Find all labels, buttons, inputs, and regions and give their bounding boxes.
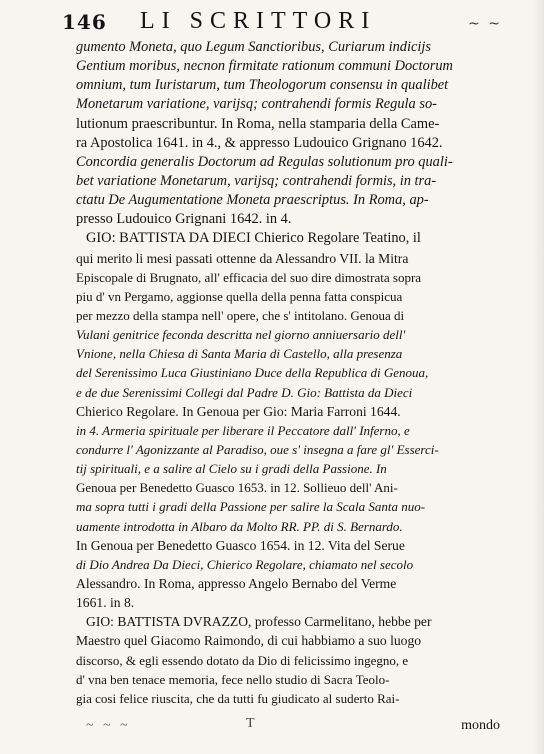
text-line: omnium, tum Iuristarum, tum Theologorum consensu in qualibet — [76, 77, 449, 94]
body-text — [76, 38, 516, 708]
text-line: Concordia generalis Doctorum ad Regulas solutionum pro quali- — [76, 153, 453, 170]
page-header — [62, 8, 502, 38]
text-line: bet variatione Monetarum, varijsq; contrahendi formis, in tra- — [76, 172, 437, 189]
text-line: Alessandro. In Roma, appresso Angelo Bernabo del Verme — [76, 575, 397, 591]
text-line: del Serenissimo Luca Giustiniano Duce della Republica di Genoua, — [76, 365, 429, 381]
text-line: piu d' vn Pergamo, aggionse quella della penna fatta conspicua — [76, 288, 403, 304]
text-line: Gentium moribus, necnon firmitate rationum communi Doctorum — [76, 58, 453, 75]
text-line: per mezzo della stampa nell' opere, che s' intitolano. Genoua di — [76, 307, 405, 323]
text-line: 1661. in 8. — [76, 595, 135, 611]
text-line: uamente introdotta in Albaro da Molto RR. PP. di S. Bernardo. — [76, 518, 403, 534]
page-edge-shadow — [532, 0, 544, 754]
text-line: Chierico Regolare. In Genoua per Gio: Maria Farroni 1644. — [76, 403, 401, 419]
text-line: condurre l' Agonizzante al Paradiso, oue s' insegna a fare gl' Esserci- — [76, 441, 439, 457]
text-line: Vnione, nella Chiesa di Santa Maria di Castello, alla presenza — [76, 346, 403, 362]
text-line: tij spirituali, e a salire al Cielo su i gradi della Passione. In — [76, 461, 387, 477]
text-line: discorso, & egli essendo dotato da Dio di felicissimo ingegno, e — [76, 652, 409, 668]
text-line: ra Apostolica 1641. in 4., & appresso Ludouico Grignano 1642. — [76, 134, 443, 151]
text-line: ctatu De Augumentatione Moneta praescriptus. In Roma, ap- — [76, 192, 429, 209]
text-line: d' vna ben tenace memoria, fece nello studio di Sacra Teolo- — [76, 671, 390, 687]
text-line: qui merito li mesi passati ottenne da Alessandro VII. la Mitra — [76, 250, 409, 266]
catch-word: mondo — [461, 718, 500, 733]
text-line: gia cosi felice riuscita, che da tutti fu giudicato al suderto Rai- — [76, 690, 400, 706]
text-line: lutionum praescribuntur. In Roma, nella stamparia della Came- — [76, 115, 440, 132]
text-line: Monetarum variatione, varijsq; contrahendi formis Regula so- — [76, 96, 437, 113]
text-line: di Dio Andrea Da Dieci, Chierico Regolare, chiamato nel secolo — [76, 556, 414, 572]
text-line: in 4. Armeria spirituale per liberare il Peccatore dall' Inferno, e — [76, 422, 410, 438]
text-line: Genoua per Benedetto Guasco 1653. in 12. Sollieuo dell' Ani- — [76, 480, 398, 496]
text-line: Maestro quel Giacomo Raimondo, di cui habbiamo a suo luogo — [76, 633, 422, 649]
text-line: GIO: BATTISTA DVRAZZO, professo Carmelitano, hebbe per — [86, 614, 432, 630]
signature-marks: ~ ~ ~ — [86, 718, 131, 733]
text-line: GIO: BATTISTA DA DIECI Chierico Regolare Teatino, il — [86, 230, 421, 247]
text-line: presso Ludouico Grignani 1642. in 4. — [76, 211, 292, 228]
text-line: gumento Moneta, quo Legum Sanctioribus, Curiarum indicijs — [76, 39, 431, 55]
signature-letter: T — [246, 716, 255, 731]
page-footer — [76, 718, 516, 740]
page-number: 146 — [62, 10, 107, 34]
text-line: In Genoua per Benedetto Guasco 1654. in 12. Vita del Serue — [76, 537, 405, 553]
text-line: Episcopale di Brugnato, all' efficacia del suo dire dimostrata sopra — [76, 269, 422, 285]
text-line: e de due Serenissimi Collegi dal Padre D. Gio: Battista da Dieci — [76, 384, 413, 400]
text-line: Vulani genitrice feconda descritta nel giorno anniuersario dell' — [76, 327, 406, 343]
running-head: LI SCRITTORI — [140, 8, 377, 34]
header-ornament: ~ ~ — [468, 16, 502, 32]
text-line: ma sopra tutti i gradi della Passione per salire la Scala Santa nuo- — [76, 499, 426, 515]
